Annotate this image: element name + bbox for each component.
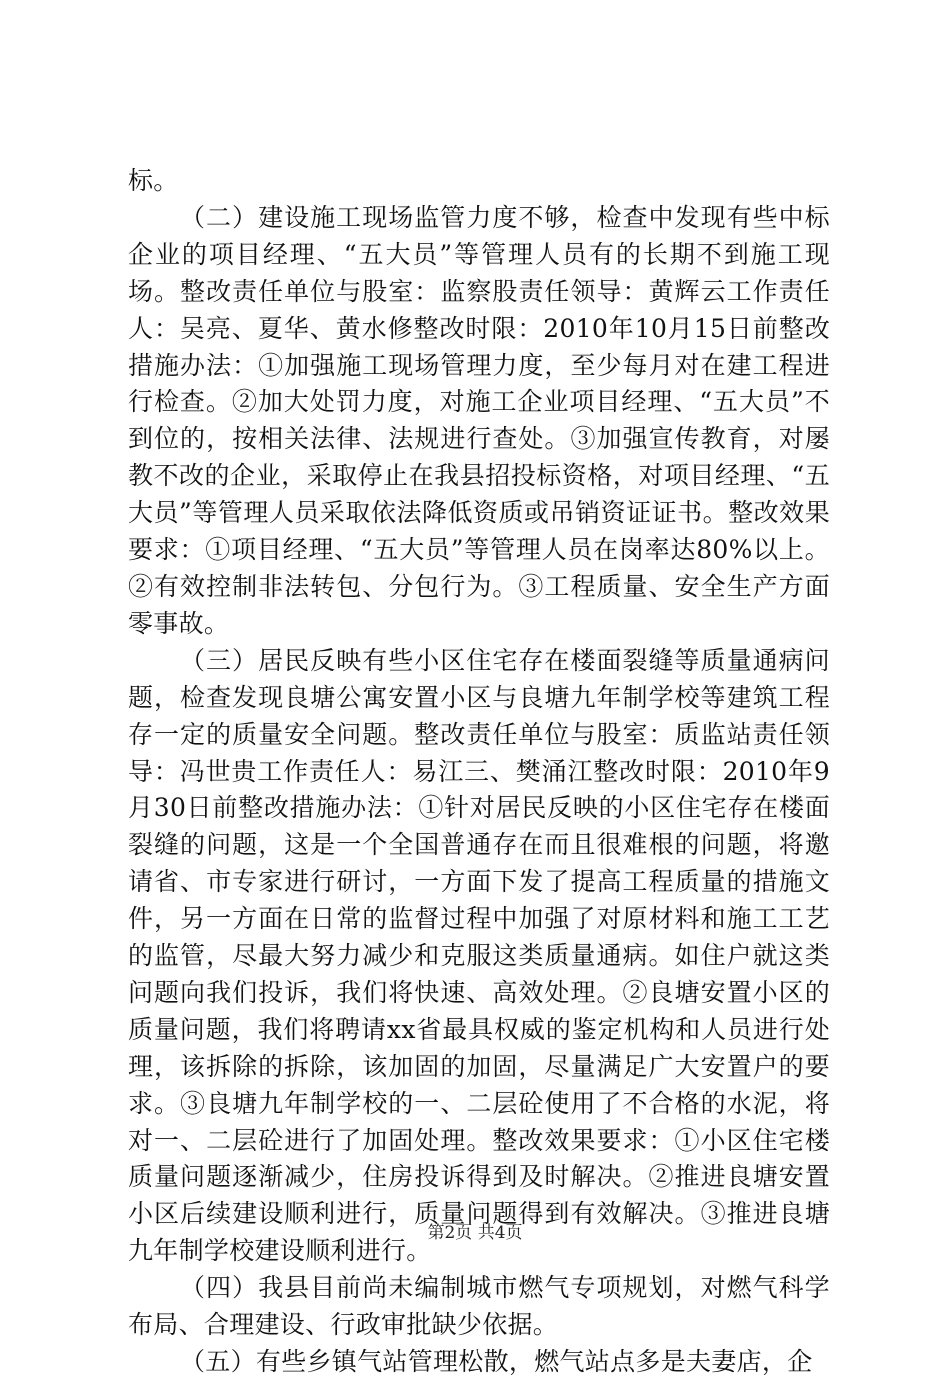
- paragraph-item-4: （四）我县目前尚未编制城市燃气专项规划，对燃气科学布局、合理建设、行政审批缺少依据。: [128, 1273, 830, 1340]
- document-body: [128, 163, 830, 1381]
- paragraph-item-2: （二）建设施工现场监管力度不够，检查中发现有些中标企业的项目经理、“五大员”等管理人员有的长期不到施工现场。整改责任单位与股室：监察股责任领导：黄辉云工作责任人：吴亮、夏华、黄水修整改时限：2010年10月15日前整改措施办法：①加强施工现场管理力度，至少每月对在建工程进行检查。②加大处罚力度，对施工企业项目经理、“五大员”不到位的，按相关法律、法规进行查处。③加强宣传教育，对屡教不改的企业，采取停止在我县招投标资格，对项目经理、“五大员”等管理人员采取依法降低资质或吊销资证证书。整改效果要求：①项目经理、“五大员”等管理人员在岗率达80%以上。②有效控制非法转包、分包行为。③工程质量、安全生产方面零事故。: [128, 202, 830, 638]
- paragraph-item-3: （三）居民反映有些小区住宅存在楼面裂缝等质量通病问题，检查发现良塘公寓安置小区与良塘九年制学校等建筑工程存一定的质量安全问题。整改责任单位与股室：质监站责任领导：冯世贵工作责任人：易江三、樊涌江整改时限：2010年9月30日前整改措施办法：①针对居民反映的小区住宅存在楼面裂缝的问题，这是一个全国普通存在而且很难根的问题，将邀请省、市专家进行研讨，一方面下发了提高工程质量的措施文件，另一方面在日常的监督过程中加强了对原材料和施工工艺的监管，尽最大努力减少和克服这类质量通病。如住户就这类问题向我们投诉，我们将快速、高效处理。②良塘安置小区的质量问题，我们将聘请xx省最具权威的鉴定机构和人员进行处理，该拆除的拆除，该加固的加固，尽量满足广大安置户的要求。③良塘九年制学校的一、二层砼使用了不合格的水泥，将对一、二层砼进行了加固处理。整改效果要求：①小区住宅楼质量问题逐渐减少，住房投诉得到及时解决。②推进良塘安置小区后续建设顺利进行，质量问题得到有效解决。③推进良塘九年制学校建设顺利进行。: [128, 645, 830, 1266]
- paragraph-item-5: （五）有些乡镇气站管理松散，燃气站点多是夫妻店，企: [180, 1347, 813, 1376]
- paragraph-continuation: 标。: [128, 166, 179, 195]
- page-footer: 第2页 共4页: [427, 1223, 523, 1243]
